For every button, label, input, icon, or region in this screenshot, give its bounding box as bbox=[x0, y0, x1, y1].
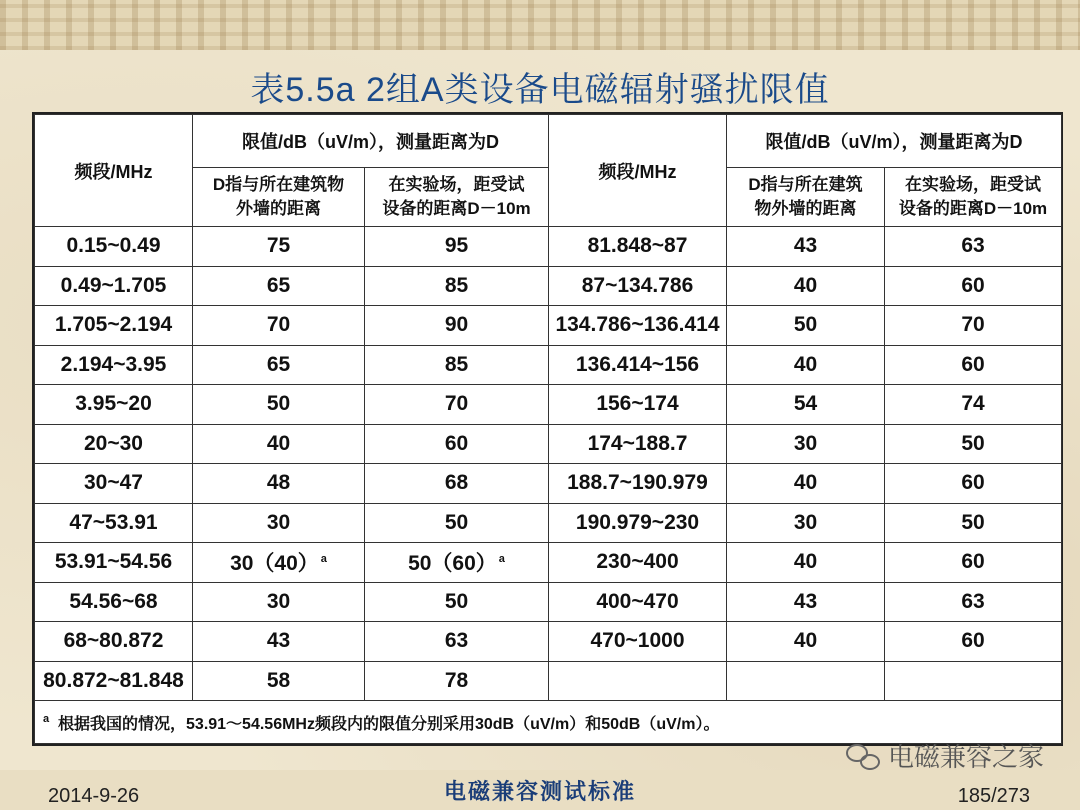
table-row bbox=[35, 424, 1062, 464]
table-cell: 54.56~68 bbox=[35, 582, 193, 622]
table-cell: 60 bbox=[885, 464, 1062, 504]
watermark bbox=[846, 737, 1044, 774]
table-cell: 40 bbox=[727, 622, 885, 662]
table-cell: 65 bbox=[193, 266, 365, 306]
table-cell: 50 bbox=[727, 306, 885, 346]
table-row bbox=[35, 543, 1062, 583]
table-cell: 30 bbox=[193, 582, 365, 622]
table-cell: 95 bbox=[365, 227, 549, 267]
table-cell: 3.95~20 bbox=[35, 385, 193, 425]
table-cell: 70 bbox=[885, 306, 1062, 346]
footer-date: 2014-9-26 bbox=[48, 785, 140, 807]
table-row bbox=[35, 503, 1062, 543]
table-cell: 74 bbox=[885, 385, 1062, 425]
table-cell: 80.872~81.848 bbox=[35, 661, 193, 701]
table-cell: 470~1000 bbox=[549, 622, 727, 662]
table-cell: 60 bbox=[885, 345, 1062, 385]
table-cell: 50（60） $^a$ bbox=[365, 543, 549, 583]
table-row bbox=[35, 227, 1062, 267]
table-cell: 70 bbox=[193, 306, 365, 346]
limits-table bbox=[32, 112, 1063, 746]
table-cell: 50 bbox=[885, 424, 1062, 464]
table-cell: 1.705~2.194 bbox=[35, 306, 193, 346]
table-header-row bbox=[35, 115, 1062, 168]
table-cell: 230~400 bbox=[549, 543, 727, 583]
table-cell: 75 bbox=[193, 227, 365, 267]
table-cell: 47~53.91 bbox=[35, 503, 193, 543]
table-cell: 78 bbox=[365, 661, 549, 701]
table-cell: 63 bbox=[885, 582, 1062, 622]
table-cell: 54 bbox=[727, 385, 885, 425]
table-cell: 0.49~1.705 bbox=[35, 266, 193, 306]
table-cell: 43 bbox=[193, 622, 365, 662]
table-cell: 30 bbox=[727, 503, 885, 543]
table-cell: 60 bbox=[885, 543, 1062, 583]
table-cell: 174~188.7 bbox=[549, 424, 727, 464]
table-cell: 134.786~136.414 bbox=[549, 306, 727, 346]
footer-page-number: 185/273 bbox=[957, 785, 1030, 807]
table-cell: 85 bbox=[365, 345, 549, 385]
footer-title: 电磁兼容测试标准 bbox=[443, 779, 636, 804]
table-cell: 0.15~0.49 bbox=[35, 227, 193, 267]
table-cell: 30 bbox=[727, 424, 885, 464]
table-cell: 60 bbox=[365, 424, 549, 464]
table-cell: 60 bbox=[885, 266, 1062, 306]
wechat-icon bbox=[846, 742, 880, 770]
table-cell bbox=[885, 661, 1062, 701]
table-cell: 40 bbox=[727, 266, 885, 306]
table-cell: 60 bbox=[885, 622, 1062, 662]
header-limit-left: 限值/dB（uV/m），测量距离为D bbox=[193, 115, 549, 168]
table-cell: 156~174 bbox=[549, 385, 727, 425]
table-cell: 65 bbox=[193, 345, 365, 385]
table-row bbox=[35, 582, 1062, 622]
table-row bbox=[35, 622, 1062, 662]
table-cell: 90 bbox=[365, 306, 549, 346]
table-cell: 190.979~230 bbox=[549, 503, 727, 543]
table-cell: 63 bbox=[885, 227, 1062, 267]
table-cell: 30~47 bbox=[35, 464, 193, 504]
subheader-building-right: D指与所在建筑 物外墙的距离 bbox=[727, 168, 885, 227]
table-cell bbox=[727, 661, 885, 701]
table-cell: 136.414~156 bbox=[549, 345, 727, 385]
table-row bbox=[35, 385, 1062, 425]
table-cell: 70 bbox=[365, 385, 549, 425]
table-cell: 30 bbox=[193, 503, 365, 543]
table-cell: 50 bbox=[885, 503, 1062, 543]
header-freq-right: 频段/MHz bbox=[549, 115, 727, 227]
table-cell: 85 bbox=[365, 266, 549, 306]
table-row bbox=[35, 345, 1062, 385]
table-cell: 40 bbox=[193, 424, 365, 464]
header-freq-left: 频段/MHz bbox=[35, 115, 193, 227]
table-cell: 63 bbox=[365, 622, 549, 662]
table-cell: 40 bbox=[727, 464, 885, 504]
table-cell: 50 bbox=[365, 503, 549, 543]
subheader-testsite-left: 在实验场，距受试 设备的距离D－10m bbox=[365, 168, 549, 227]
subheader-building-left: D指与所在建筑物 外墙的距离 bbox=[193, 168, 365, 227]
table-row bbox=[35, 661, 1062, 701]
table-row bbox=[35, 266, 1062, 306]
table-cell: 68~80.872 bbox=[35, 622, 193, 662]
header-limit-right: 限值/dB（uV/m），测量距离为D bbox=[727, 115, 1062, 168]
table-cell: 50 bbox=[365, 582, 549, 622]
table-cell: 43 bbox=[727, 582, 885, 622]
table-note: $^a$ 根据我国的情况，53.91～54.56MHz频段内的限值分别采用30dB（uV/m）和50dB（uV/m）。 bbox=[35, 701, 1062, 744]
table-cell: 53.91~54.56 bbox=[35, 543, 193, 583]
table-row bbox=[35, 306, 1062, 346]
table-cell: 43 bbox=[727, 227, 885, 267]
subheader-testsite-right: 在实验场，距受试 设备的距离D－10m bbox=[885, 168, 1062, 227]
table-cell: 400~470 bbox=[549, 582, 727, 622]
table-cell: 2.194~3.95 bbox=[35, 345, 193, 385]
table-cell: 48 bbox=[193, 464, 365, 504]
table-cell: 40 bbox=[727, 345, 885, 385]
table-cell: 58 bbox=[193, 661, 365, 701]
watermark-text: 电磁兼容之家 bbox=[887, 742, 1044, 772]
decorative-top-border bbox=[0, 0, 1080, 50]
table-cell: 50 bbox=[193, 385, 365, 425]
table-cell: 20~30 bbox=[35, 424, 193, 464]
table-cell: 81.848~87 bbox=[549, 227, 727, 267]
table-cell: 40 bbox=[727, 543, 885, 583]
slide-title: 表5.5a 2组A类设备电磁辐射骚扰限值 bbox=[250, 71, 830, 109]
table-cell: 87~134.786 bbox=[549, 266, 727, 306]
table-cell: 68 bbox=[365, 464, 549, 504]
table-cell: 188.7~190.979 bbox=[549, 464, 727, 504]
table-cell bbox=[549, 661, 727, 701]
table-cell: 30（40） $^a$ bbox=[193, 543, 365, 583]
table-row bbox=[35, 464, 1062, 504]
